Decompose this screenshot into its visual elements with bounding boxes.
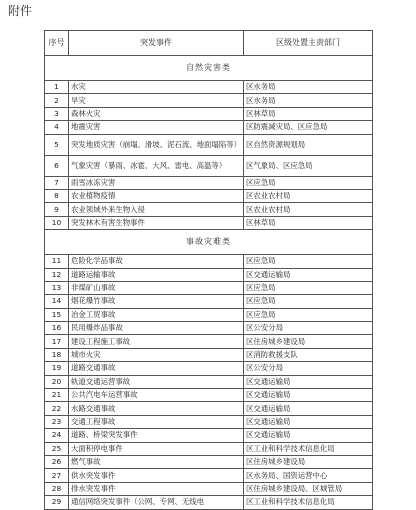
row-department: 区工业和科学技术信息化局 xyxy=(244,442,373,455)
row-event: 雨雪冰冻灾害 xyxy=(69,176,244,189)
table-row xyxy=(45,482,373,495)
table-row xyxy=(45,415,373,428)
table-row xyxy=(45,189,373,202)
row-number: 14 xyxy=(45,295,69,308)
table-row xyxy=(45,335,373,348)
row-number: 7 xyxy=(45,176,69,189)
header-event: 突发事件 xyxy=(69,31,244,56)
section-header-row xyxy=(45,230,373,255)
table-row xyxy=(45,176,373,189)
row-number: 21 xyxy=(45,389,69,402)
row-number: 20 xyxy=(45,375,69,388)
table-row xyxy=(45,107,373,120)
row-event: 气象灾害（暴雨、冰雹、大风、雷电、高温等） xyxy=(69,155,244,176)
row-number: 27 xyxy=(45,469,69,482)
row-department: 区消防救援支队 xyxy=(244,348,373,361)
row-department: 区林草局 xyxy=(244,216,373,229)
table-row xyxy=(45,216,373,229)
table-row xyxy=(45,348,373,361)
row-department: 区应急局 xyxy=(244,281,373,294)
table-row xyxy=(45,308,373,321)
row-event: 冶金工贸事故 xyxy=(69,308,244,321)
row-event: 公共汽电车运营事故 xyxy=(69,389,244,402)
row-department: 区公安分局 xyxy=(244,362,373,375)
table-row xyxy=(45,322,373,335)
row-department: 区交通运输局 xyxy=(244,389,373,402)
row-number: 15 xyxy=(45,308,69,321)
row-number: 16 xyxy=(45,322,69,335)
row-department: 区住房城乡建设局、区城管局 xyxy=(244,482,373,495)
row-number: 6 xyxy=(45,155,69,176)
row-number: 17 xyxy=(45,335,69,348)
row-event: 城市火灾 xyxy=(69,348,244,361)
row-event: 烟花爆竹事故 xyxy=(69,295,244,308)
header-no: 序号 xyxy=(45,31,69,56)
row-number: 1 xyxy=(45,81,69,94)
row-number: 23 xyxy=(45,415,69,428)
row-number: 4 xyxy=(45,121,69,134)
table-row xyxy=(45,429,373,442)
row-event: 道路交通事故 xyxy=(69,362,244,375)
row-department: 区住房城乡建设局 xyxy=(244,455,373,468)
row-event: 地震灾害 xyxy=(69,121,244,134)
row-department: 区林草局 xyxy=(244,107,373,120)
row-number: 22 xyxy=(45,402,69,415)
table-row xyxy=(45,442,373,455)
table-row xyxy=(45,389,373,402)
row-event: 建设工程施工事故 xyxy=(69,335,244,348)
row-department: 区应急局 xyxy=(244,295,373,308)
section-header-row xyxy=(45,56,373,81)
table-row xyxy=(45,81,373,94)
table-row xyxy=(45,134,373,155)
table-header-row xyxy=(45,31,373,56)
row-department: 区应急局 xyxy=(244,308,373,321)
row-department: 区水务局 xyxy=(244,94,373,107)
table-row xyxy=(45,362,373,375)
row-number: 19 xyxy=(45,362,69,375)
emergency-responsibility-table xyxy=(44,30,373,510)
row-event: 水灾 xyxy=(69,81,244,94)
table-row xyxy=(45,402,373,415)
table-row xyxy=(45,455,373,468)
row-number: 18 xyxy=(45,348,69,361)
row-event: 通信网络突发事件（公网、专网、无线电 xyxy=(69,496,244,509)
row-department: 区工业和科学技术信息化局 xyxy=(244,496,373,509)
row-event: 农业领域外来生物入侵 xyxy=(69,203,244,216)
row-event: 非煤矿山事故 xyxy=(69,281,244,294)
section-title: 自然灾害类 xyxy=(45,56,373,81)
row-number: 24 xyxy=(45,429,69,442)
table-row xyxy=(45,281,373,294)
row-department: 区交通运输局 xyxy=(244,415,373,428)
attachment-label: 附件 xyxy=(8,4,33,18)
row-event: 森林火灾 xyxy=(69,107,244,120)
table-row xyxy=(45,295,373,308)
row-number: 9 xyxy=(45,203,69,216)
row-number: 28 xyxy=(45,482,69,495)
row-event: 道路运输事故 xyxy=(69,268,244,281)
row-number: 12 xyxy=(45,268,69,281)
row-department: 区应急局 xyxy=(244,176,373,189)
table-row xyxy=(45,94,373,107)
row-event: 突发林木有害生物事件 xyxy=(69,216,244,229)
row-number: 3 xyxy=(45,107,69,120)
row-department: 区交通运输局 xyxy=(244,402,373,415)
table-row xyxy=(45,268,373,281)
row-event: 旱灾 xyxy=(69,94,244,107)
row-number: 11 xyxy=(45,255,69,268)
row-department: 区交通运输局 xyxy=(244,375,373,388)
row-event: 排水突发事件 xyxy=(69,482,244,495)
table-row xyxy=(45,469,373,482)
row-number: 10 xyxy=(45,216,69,229)
row-department: 区公安分局 xyxy=(244,322,373,335)
row-event: 供水突发事件 xyxy=(69,469,244,482)
row-department: 区农业农村局 xyxy=(244,203,373,216)
row-department: 区水务局、国资运营中心 xyxy=(244,469,373,482)
row-event: 交通工程事故 xyxy=(69,415,244,428)
row-number: 2 xyxy=(45,94,69,107)
table-row xyxy=(45,121,373,134)
table-row xyxy=(45,203,373,216)
row-department: 区交通运输局 xyxy=(244,429,373,442)
table-body xyxy=(45,56,373,510)
row-number: 13 xyxy=(45,281,69,294)
row-department: 区住房城乡建设局 xyxy=(244,335,373,348)
row-department: 区水务局 xyxy=(244,81,373,94)
row-number: 8 xyxy=(45,189,69,202)
row-event: 燃气事故 xyxy=(69,455,244,468)
row-number: 5 xyxy=(45,134,69,155)
table-row xyxy=(45,155,373,176)
row-department: 区气象局、区应急局 xyxy=(244,155,373,176)
row-event: 危险化学品事故 xyxy=(69,255,244,268)
row-event: 突发地质灾害（崩塌、滑坡、泥石流、地面塌陷等） xyxy=(69,134,244,155)
row-number: 25 xyxy=(45,442,69,455)
row-department: 区防震减灾局、区应急局 xyxy=(244,121,373,134)
table-row xyxy=(45,375,373,388)
header-dept: 区级处置主责部门 xyxy=(244,31,373,56)
table-row xyxy=(45,496,373,509)
row-event: 道路、桥梁突发事件 xyxy=(69,429,244,442)
row-number: 26 xyxy=(45,455,69,468)
row-number: 29 xyxy=(45,496,69,509)
row-department: 区交通运输局 xyxy=(244,268,373,281)
table-row xyxy=(45,255,373,268)
section-title: 事故灾难类 xyxy=(45,230,373,255)
row-event: 大面积停电事件 xyxy=(69,442,244,455)
row-event: 轨道交通运营事故 xyxy=(69,375,244,388)
row-department: 区农业农村局 xyxy=(244,189,373,202)
row-department: 区自然资源规划局 xyxy=(244,134,373,155)
row-event: 水路交通事故 xyxy=(69,402,244,415)
row-department: 区应急局 xyxy=(244,255,373,268)
row-event: 农业植物疫情 xyxy=(69,189,244,202)
row-event: 民用爆炸品事故 xyxy=(69,322,244,335)
